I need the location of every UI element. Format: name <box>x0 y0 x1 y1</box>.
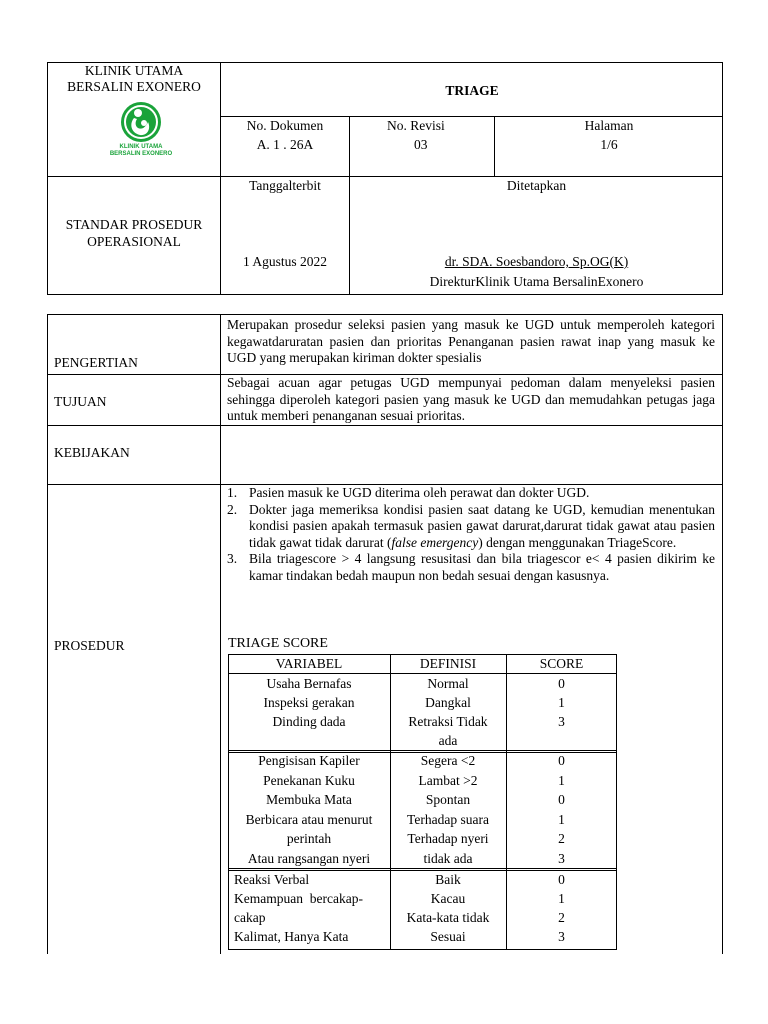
header-divider-v2 <box>349 116 350 176</box>
definisi-cell: Sesuai <box>430 929 466 944</box>
variabel-cell: Penekanan Kuku <box>263 772 355 788</box>
procedure-steps <box>227 485 715 584</box>
score-cell: 3 <box>558 714 565 729</box>
definisi-cell: Kacau <box>430 891 466 906</box>
pengertian-text: Merupakan prosedur seleksi pasien yang masuk ke UGD untuk memperoleh kategori kegawatdaruratan pasien dan prioritas Penanganan pasien rawat inap yang masuk ke UGD yang merupakan kiriman dokter spesialis <box>227 317 715 365</box>
group1-score <box>506 674 617 731</box>
definisi-cell: Baik <box>435 872 461 887</box>
definisi-cell: Retraksi Tidak <box>408 714 488 729</box>
group2-definisi <box>390 751 506 868</box>
group3-definisi <box>390 870 506 946</box>
kebijakan-label: KEBIJAKAN <box>54 445 130 460</box>
step-text: Pasien masuk ke UGD diterima oleh perawat dan dokter UGD. <box>249 485 590 500</box>
doc-number-label: No. Dokumen <box>246 118 324 133</box>
variabel-cell: Berbicara atau menurut <box>245 811 373 827</box>
variabel-cell: cakap <box>234 910 266 925</box>
score-cell: 2 <box>558 910 565 925</box>
revision-cell <box>387 118 494 153</box>
step-text-after: ) dengan menggunakan TriageScore. <box>478 534 677 550</box>
definisi-cell: tidak ada <box>423 850 473 866</box>
prosedur-label: PROSEDUR <box>54 638 125 653</box>
definisi-cell: Segera <2 <box>420 753 476 768</box>
approved-label: Ditetapkan <box>506 178 567 193</box>
body-divider-v <box>220 314 221 954</box>
definisi-cell: Terhadap nyeri <box>407 831 489 846</box>
doc-number-value: A. 1 . 26A <box>256 137 314 152</box>
approver-name: dr. SDA. Soesbandoro, Sp.OG(K) <box>444 254 629 269</box>
variabel-cell: Membuka Mata <box>266 792 352 807</box>
definisi-cell: ada <box>438 733 458 748</box>
page-label: Halaman <box>584 118 634 133</box>
body-divider-h2 <box>47 425 723 426</box>
step-text-before: Dokter jaga memeriksa kondisi pasien saat datang ke UGD, kemudian menentukan kondisi pasien apakah termasuk pasien gawat darurat,darurat tidak gawat atau pasien tidak gawat tidak darurat ( <box>249 501 715 550</box>
procedure-step <box>227 551 715 584</box>
step-text: Bila triagescore > 4 langsung resusitasi dan bila triagescor e< 4 pasien dikirim ke kamar tindakan bedah maupun non bedah sesuai dengan kasusnya. <box>249 551 715 583</box>
tujuan-text: Sebagai acuan agar petugas UGD mempunyai pedoman dalam menyeleksi pasien sehingga diperoleh kategori pasien yang masuk ke UGD dan memudahkan petugas jaga untuk memberi penanganan sesuai prioritas. <box>227 375 715 423</box>
clinic-logo <box>96 100 186 162</box>
variabel-cell: Usaha Bernafas <box>266 676 352 691</box>
issued-date: 1 Agustus 2022 <box>242 254 327 269</box>
variabel-cell: Dinding dada <box>272 714 346 729</box>
variabel-cell: perintah <box>286 831 332 846</box>
sop-title-line2: OPERASIONAL <box>87 234 181 249</box>
logo-text-line1: KLINIK UTAMA <box>119 144 163 150</box>
clinic-name <box>48 63 220 95</box>
page-value: 1/6 <box>600 137 618 152</box>
group3-score <box>506 870 617 946</box>
group2-score <box>506 751 617 868</box>
step-number: 2. <box>227 501 238 517</box>
step-text-italic: false emergency <box>391 534 479 550</box>
variabel-cell: Kemampuan bercakap- <box>234 891 363 906</box>
variabel-cell: Pengisisan Kapiler <box>258 753 360 768</box>
group1-variabel <box>228 674 390 731</box>
score-cell: 0 <box>558 792 565 807</box>
score-cell: 1 <box>558 811 565 827</box>
col-header-score: SCORE <box>539 656 584 671</box>
triage-score-title: TRIAGE SCORE <box>228 636 328 651</box>
definisi-cell: Terhadap suara <box>407 811 489 827</box>
triage-group-divider2 <box>228 868 617 869</box>
col-header-definisi: DEFINISI <box>419 656 477 671</box>
mother-baby-logo-icon <box>96 100 186 146</box>
header-divider-h2 <box>47 176 723 177</box>
header-divider-h1 <box>220 116 723 117</box>
logo-text-line2: BERSALIN EXONERO <box>109 151 173 157</box>
group1-definisi <box>390 674 506 750</box>
clinic-name-line2: BERSALIN EXONERO <box>67 79 201 94</box>
clinic-name-line1: KLINIK UTAMA <box>84 63 184 78</box>
definisi-cell: Lambat >2 <box>418 772 478 788</box>
score-cell: 3 <box>558 929 565 944</box>
revision-value: 03 <box>414 137 428 152</box>
sop-title-line1: STANDAR PROSEDUR <box>65 217 203 232</box>
variabel-cell: Inspeksi gerakan <box>263 695 355 710</box>
variabel-cell: Atau rangsangan nyeri <box>247 850 371 866</box>
pengertian-label: PENGERTIAN <box>54 355 138 370</box>
procedure-step <box>227 502 715 552</box>
triage-score-table <box>228 654 617 950</box>
issued-label: Tanggalterbit <box>249 178 321 193</box>
page-cell <box>495 118 723 153</box>
procedure-step <box>227 485 715 502</box>
score-cell: 1 <box>558 891 565 906</box>
score-cell: 1 <box>558 772 565 788</box>
approver-title: DirekturKlinik Utama BersalinExonero <box>429 274 644 289</box>
variabel-cell: Reaksi Verbal <box>234 872 310 887</box>
revision-label: No. Revisi <box>387 118 445 133</box>
group3-variabel <box>234 870 384 946</box>
group2-variabel <box>228 751 390 868</box>
tujuan-label: TUJUAN <box>54 394 107 409</box>
definisi-cell: Kata-kata tidak <box>406 910 490 925</box>
col-header-variabel: VARIABEL <box>275 656 343 671</box>
definisi-cell: Normal <box>427 676 469 691</box>
step-number: 1. <box>227 485 238 500</box>
variabel-cell: Kalimat, Hanya Kata <box>234 929 349 944</box>
logo-text <box>96 144 186 158</box>
score-cell: 0 <box>558 872 565 887</box>
score-cell: 2 <box>558 831 565 846</box>
definisi-cell: Dangkal <box>425 695 471 710</box>
score-cell: 0 <box>558 753 565 768</box>
score-cell: 1 <box>558 695 565 710</box>
score-cell: 0 <box>558 676 565 691</box>
doc-number-cell <box>221 118 349 153</box>
score-cell: 3 <box>558 850 565 866</box>
step-number: 3. <box>227 551 238 566</box>
definisi-cell: Spontan <box>425 792 471 807</box>
sop-title <box>48 216 220 250</box>
document-title: TRIAGE <box>445 83 499 98</box>
